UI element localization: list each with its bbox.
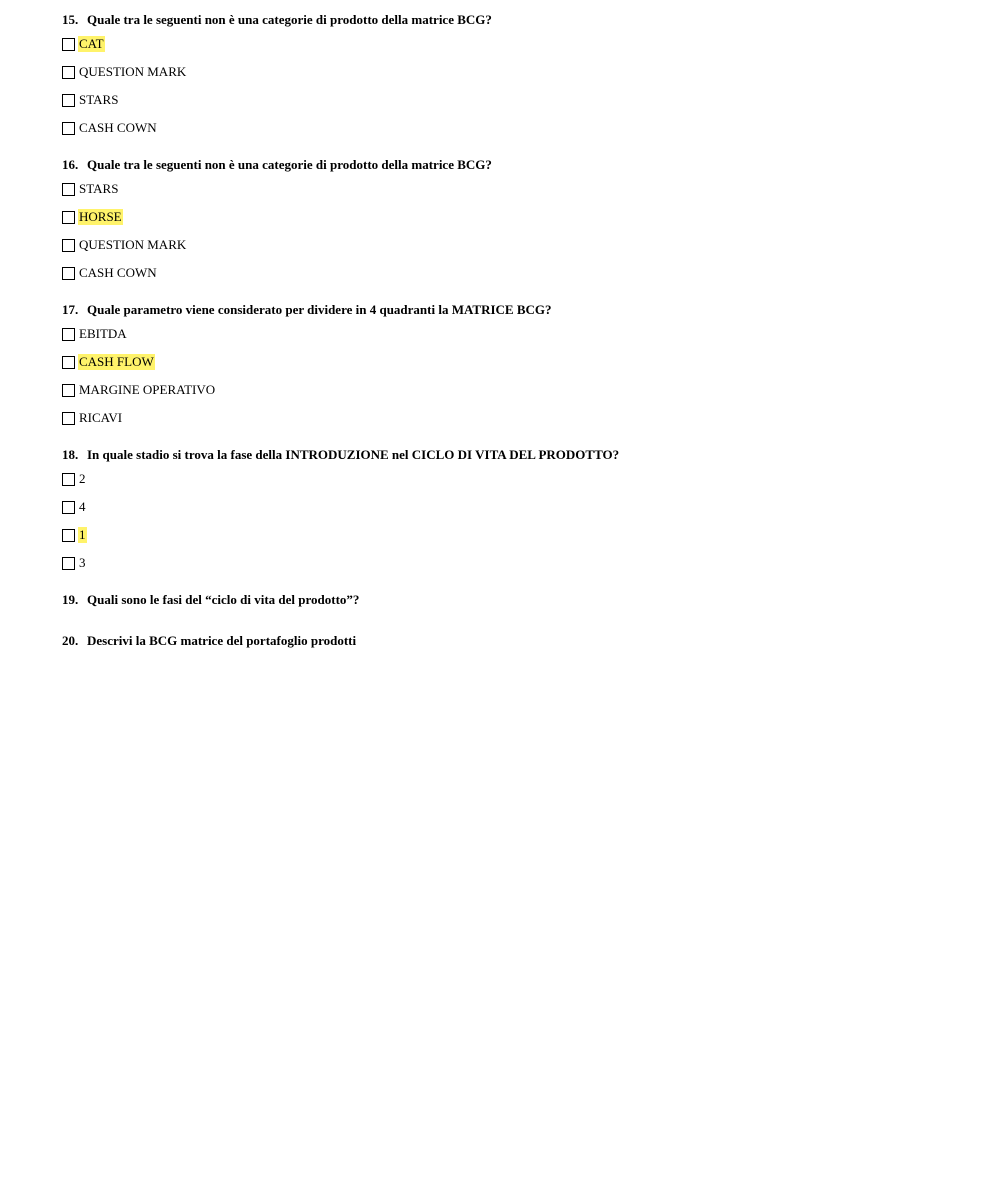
question-number: 18. bbox=[62, 447, 79, 462]
quiz-page bbox=[62, 10, 962, 651]
question-text: Descrivi la BCG matrice del portafoglio prodotti bbox=[87, 633, 357, 648]
option-label: QUESTION MARK bbox=[79, 64, 187, 79]
checkbox[interactable] bbox=[62, 529, 75, 542]
checkbox[interactable] bbox=[62, 66, 75, 79]
option-label: 3 bbox=[79, 555, 86, 570]
checkbox[interactable] bbox=[62, 356, 75, 369]
answer-option[interactable] bbox=[62, 493, 962, 521]
checkbox[interactable] bbox=[62, 412, 75, 425]
spacer bbox=[62, 142, 962, 155]
answer-option[interactable] bbox=[62, 404, 962, 432]
question-number: 15. bbox=[62, 12, 79, 27]
answer-option[interactable] bbox=[62, 203, 962, 231]
option-label: STARS bbox=[79, 181, 119, 196]
answer-option[interactable] bbox=[62, 86, 962, 114]
answer-option[interactable] bbox=[62, 348, 962, 376]
option-label: CASH COWN bbox=[79, 265, 157, 280]
checkbox[interactable] bbox=[62, 211, 75, 224]
question-17 bbox=[62, 300, 962, 432]
option-label: MARGINE OPERATIVO bbox=[79, 382, 216, 397]
option-label: EBITDA bbox=[79, 326, 127, 341]
checkbox[interactable] bbox=[62, 557, 75, 570]
answer-option[interactable] bbox=[62, 376, 962, 404]
answer-option[interactable] bbox=[62, 521, 962, 549]
spacer bbox=[62, 577, 962, 590]
answer-option[interactable] bbox=[62, 30, 962, 58]
option-label: 2 bbox=[79, 471, 86, 486]
spacer bbox=[62, 432, 962, 445]
checkbox[interactable] bbox=[62, 239, 75, 252]
checkbox[interactable] bbox=[62, 183, 75, 196]
question-18 bbox=[62, 445, 962, 577]
checkbox[interactable] bbox=[62, 501, 75, 514]
option-label: 4 bbox=[79, 499, 86, 514]
question-title bbox=[62, 10, 962, 30]
checkbox[interactable] bbox=[62, 473, 75, 486]
option-label: QUESTION MARK bbox=[79, 237, 187, 252]
question-title bbox=[62, 155, 962, 175]
question-number: 20. bbox=[62, 633, 79, 648]
option-label: STARS bbox=[79, 92, 119, 107]
question-text: Quale parametro viene considerato per dividere in 4 quadranti la MATRICE BCG? bbox=[87, 302, 552, 317]
question-number: 16. bbox=[62, 157, 79, 172]
answer-option[interactable] bbox=[62, 231, 962, 259]
checkbox[interactable] bbox=[62, 267, 75, 280]
option-label: CASH COWN bbox=[79, 120, 157, 135]
answer-option[interactable] bbox=[62, 175, 962, 203]
answer-option[interactable] bbox=[62, 259, 962, 287]
question-19 bbox=[62, 590, 962, 610]
question-title bbox=[62, 300, 962, 320]
question-15 bbox=[62, 10, 962, 142]
checkbox[interactable] bbox=[62, 122, 75, 135]
question-number: 17. bbox=[62, 302, 79, 317]
question-title bbox=[62, 631, 962, 651]
answer-option[interactable] bbox=[62, 549, 962, 577]
option-label: CASH FLOW bbox=[79, 354, 154, 369]
question-text: Quali sono le fasi del “ciclo di vita del prodotto”? bbox=[87, 592, 360, 607]
spacer bbox=[62, 610, 962, 631]
option-label: 1 bbox=[79, 527, 86, 542]
spacer bbox=[62, 287, 962, 300]
checkbox[interactable] bbox=[62, 94, 75, 107]
answer-option[interactable] bbox=[62, 320, 962, 348]
answer-option[interactable] bbox=[62, 114, 962, 142]
question-title bbox=[62, 590, 962, 610]
question-text: Quale tra le seguenti non è una categorie di prodotto della matrice BCG? bbox=[87, 157, 492, 172]
question-16 bbox=[62, 155, 962, 287]
checkbox[interactable] bbox=[62, 328, 75, 341]
question-text: Quale tra le seguenti non è una categorie di prodotto della matrice BCG? bbox=[87, 12, 492, 27]
answer-option[interactable] bbox=[62, 465, 962, 493]
question-number: 19. bbox=[62, 592, 79, 607]
answer-option[interactable] bbox=[62, 58, 962, 86]
question-title bbox=[62, 445, 962, 465]
question-text: In quale stadio si trova la fase della INTRODUZIONE nel CICLO DI VITA DEL PRODOTTO? bbox=[87, 447, 620, 462]
question-20 bbox=[62, 631, 962, 651]
option-label: HORSE bbox=[79, 209, 122, 224]
option-label: CAT bbox=[79, 36, 104, 51]
option-label: RICAVI bbox=[79, 410, 123, 425]
checkbox[interactable] bbox=[62, 38, 75, 51]
checkbox[interactable] bbox=[62, 384, 75, 397]
